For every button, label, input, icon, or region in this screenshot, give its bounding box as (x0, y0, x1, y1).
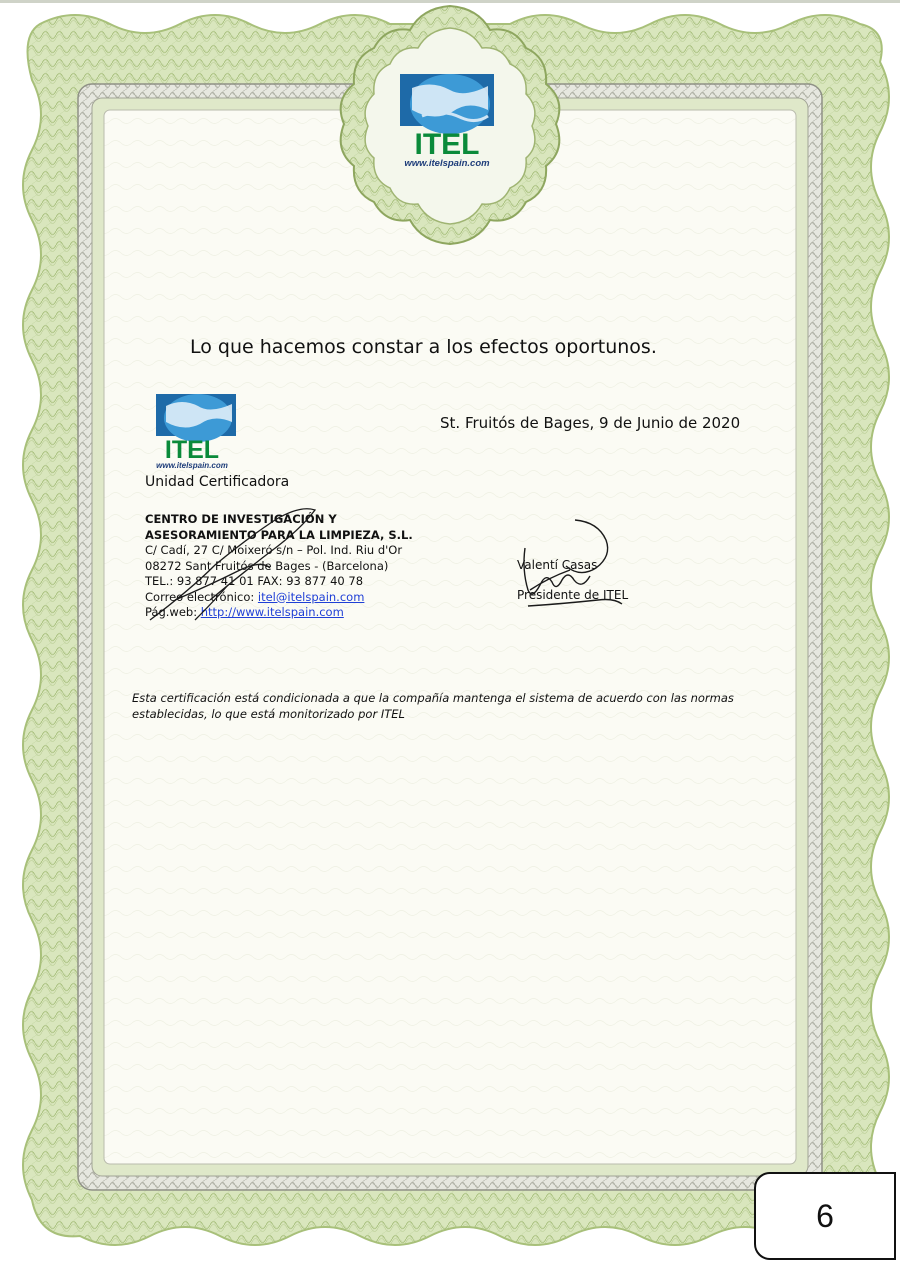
web-link[interactable]: http://www.itelspain.com (200, 605, 344, 619)
email-row (145, 590, 413, 606)
company-name-line1: CENTRO DE INVESTIGACIÓN Y (145, 512, 337, 526)
email-link[interactable]: itel@itelspain.com (257, 589, 365, 604)
address-line1: C/ Cadí, 27 C/ Moixeró s/n – Pol. Ind. Riu d'Or (145, 543, 403, 557)
company-name-line2: ASESORAMIENTO PARA LA LIMPIEZA, S.L. (145, 527, 413, 542)
header-logo-name: ITEL (414, 128, 480, 161)
page-number-box (754, 1172, 896, 1260)
header-logo-url: www.itelspain.com (404, 158, 490, 169)
issuer-logo (152, 392, 242, 472)
certifying-unit-label: Unidad Certificadora (145, 474, 290, 490)
address-line2: 08272 Sant Fruitós de Bages - (Barcelona) (145, 558, 389, 573)
closing-statement: Lo que hacemos constar a los efectos oportunos. (190, 336, 657, 358)
header-logo (392, 70, 502, 170)
web-row (145, 605, 413, 621)
place-date: St. Fruitós de Bages, 9 de Junio de 2020 (440, 414, 741, 432)
signer-block (517, 550, 628, 610)
issuer-logo-name: ITEL (164, 436, 220, 464)
certification-disclaimer: Esta certificación está condicionada a que la compañía mantenga el sistema de acuerdo con las normas establecidas, lo que está monitorizado por ITEL (132, 691, 734, 721)
globe-logo-icon (156, 394, 236, 442)
email-label: Correo electrónico: (145, 589, 255, 604)
signer-title: Presidente de ITEL (517, 588, 629, 602)
web-label: Pág.web: (145, 605, 198, 619)
globe-logo-icon (400, 74, 494, 134)
signer-name: Valentí Casas (517, 558, 598, 572)
page-number: 6 (816, 1197, 834, 1234)
phone-fax: TEL.: 93 877 41 01 FAX: 93 877 40 78 (145, 574, 364, 588)
company-block (145, 512, 413, 621)
issuer-logo-url: www.itelspain.com (156, 461, 228, 470)
